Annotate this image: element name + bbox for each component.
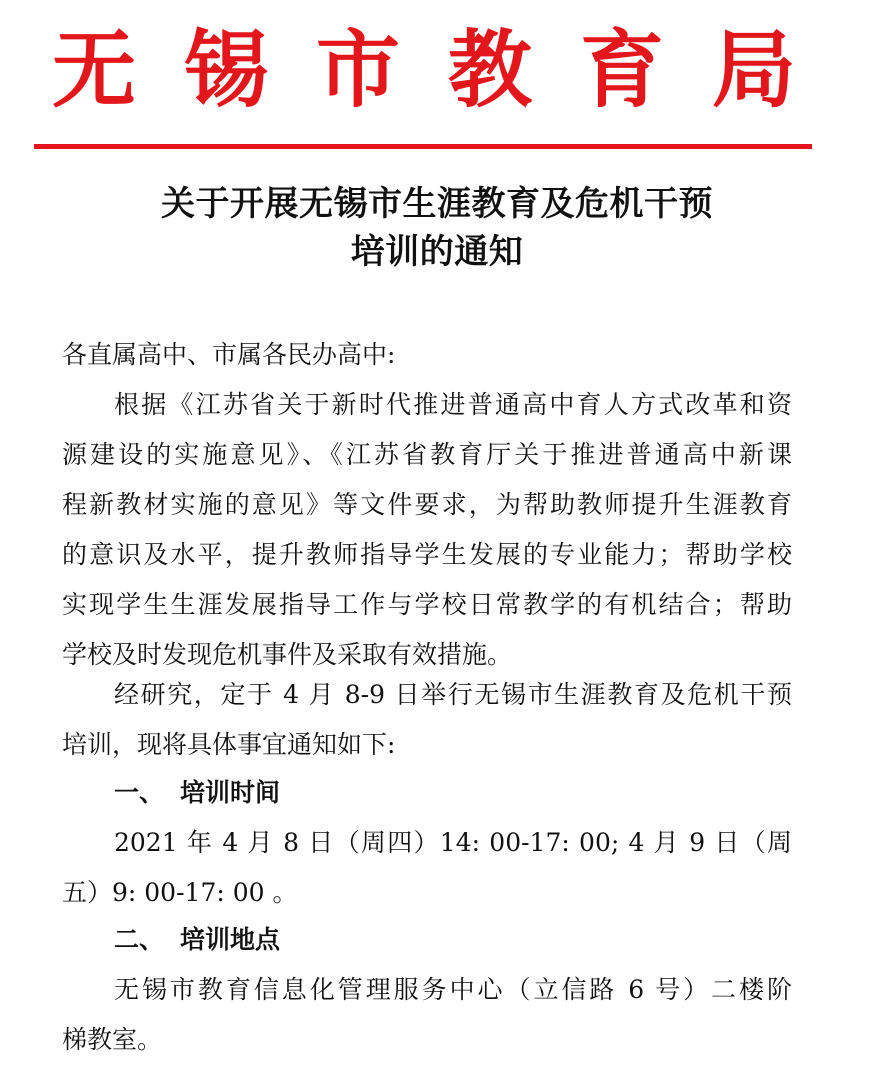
paragraph-decision bbox=[62, 670, 792, 770]
paragraph-line: 梯教室。 bbox=[62, 1025, 163, 1054]
section-heading-location bbox=[114, 915, 280, 965]
paragraph-background bbox=[62, 380, 792, 680]
salutation-text: 各直属高中、市属各民办高中: bbox=[62, 340, 396, 369]
section-heading-time bbox=[114, 768, 280, 818]
letterhead-char: 锡 bbox=[183, 20, 268, 119]
section-number: 一、 bbox=[114, 778, 165, 807]
paragraph-line: 无锡市教育信息化管理服务中心（立信路 6 号）二楼阶 bbox=[114, 975, 792, 1004]
paragraph-line: 学校及时发现危机事件及采取有效措施。 bbox=[62, 640, 513, 669]
letterhead-divider bbox=[34, 144, 812, 149]
letterhead-char: 无 bbox=[52, 20, 137, 119]
document-title-line-1: 关于开展无锡市生涯教育及危机干预 bbox=[161, 184, 713, 224]
training-time bbox=[62, 818, 792, 918]
letterhead-char: 育 bbox=[579, 20, 664, 119]
paragraph-line: 根据《江苏省关于新时代推进普通高中育人方式改革和资 bbox=[114, 390, 792, 419]
paragraph-line: 经研究，定于 4 月 8-9 日举行无锡市生涯教育及危机干预 bbox=[114, 680, 792, 709]
letterhead-char: 市 bbox=[315, 20, 400, 119]
paragraph-line: 程新教材实施的意见》等文件要求，为帮助教师提升生涯教育 bbox=[62, 490, 792, 519]
document-title-line-2: 培训的通知 bbox=[350, 232, 524, 272]
letterhead-char: 局 bbox=[711, 20, 796, 119]
section-number: 二、 bbox=[114, 925, 165, 954]
paragraph-line: 培训，现将具体事宜通知如下: bbox=[62, 730, 396, 759]
paragraph-line: 源建设的实施意见》、《江苏省教育厅关于推进普通高中新课 bbox=[62, 440, 792, 469]
paragraph-line: 的意识及水平，提升教师指导学生发展的专业能力；帮助学校 bbox=[62, 540, 792, 569]
section-title: 培训时间 bbox=[180, 778, 281, 807]
paragraph-line: 2021 年 4 月 8 日（周四）14: 00-17: 00; 4 月 9 日（周 bbox=[114, 828, 792, 857]
section-title: 培训地点 bbox=[180, 925, 281, 954]
paragraph-line: 五）9: 00-17: 00 。 bbox=[62, 878, 298, 907]
salutation bbox=[62, 330, 792, 380]
letterhead bbox=[52, 20, 796, 120]
training-location bbox=[62, 965, 792, 1065]
letterhead-char: 教 bbox=[447, 20, 532, 119]
paragraph-line: 实现学生生涯发展指导工作与学校日常教学的有机结合；帮助 bbox=[62, 590, 792, 619]
